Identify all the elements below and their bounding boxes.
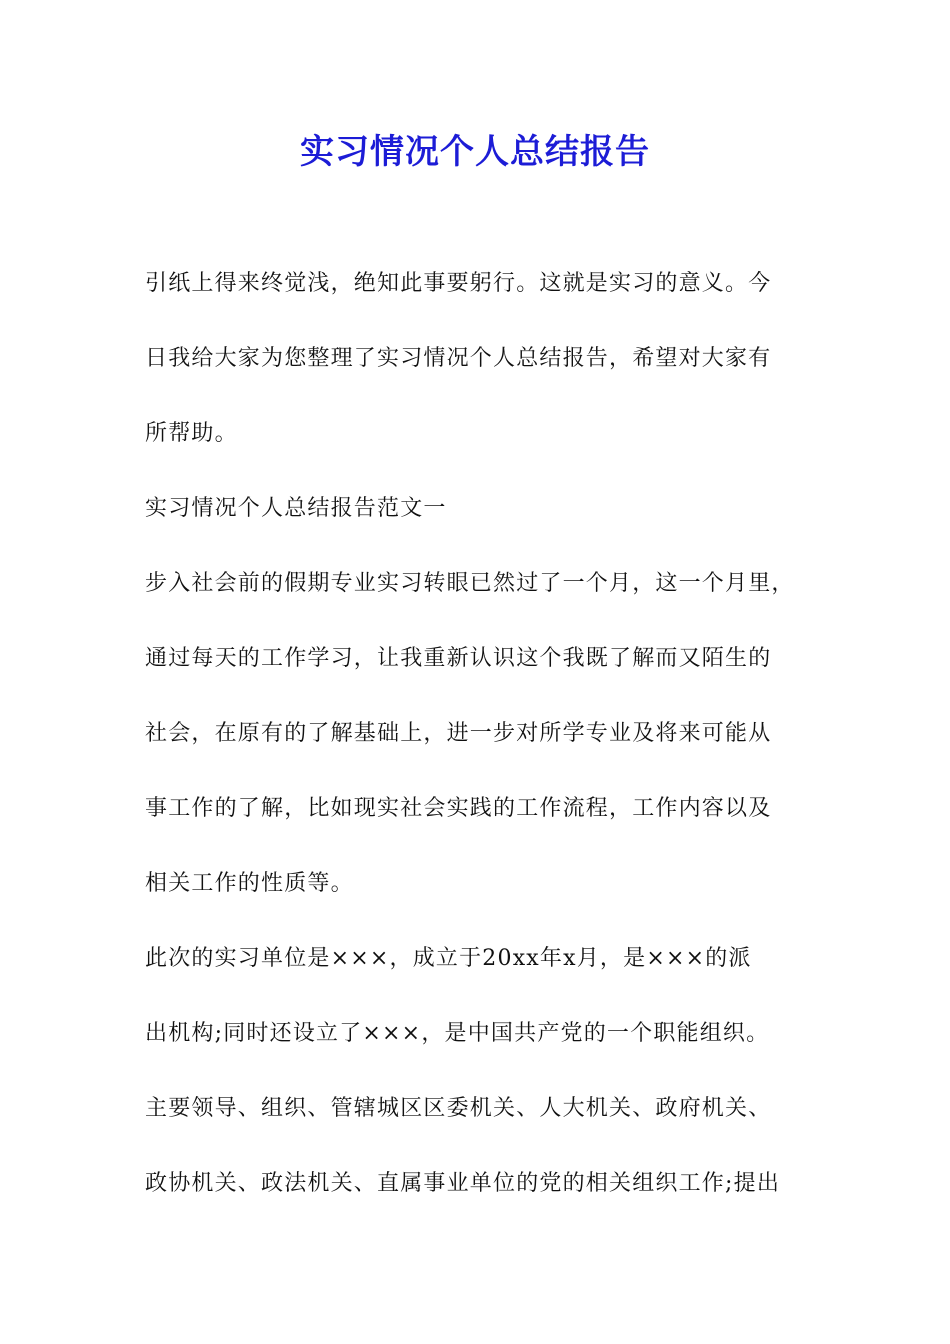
paragraph-line-7: 社会，在原有的了解基础上，进一步对所学专业及将来可能从: [145, 721, 772, 746]
paragraph-line-8: 事工作的了解，比如现实社会实践的工作流程，工作内容以及: [145, 796, 772, 821]
paragraph-line-5: 步入社会前的假期专业实习转眼已然过了一个月，这一个月里，: [145, 571, 795, 596]
paragraph-line-13: 政协机关、政法机关、直属事业单位的党的相关组织工作;提出: [145, 1171, 781, 1196]
paragraph-line-12: 主要领导、组织、管辖城区区委机关、人大机关、政府机关、: [145, 1096, 772, 1121]
paragraph-line-2: 日我给大家为您整理了实习情况个人总结报告，希望对大家有: [145, 346, 772, 371]
paragraph-line-6: 通过每天的工作学习，让我重新认识这个我既了解而又陌生的: [145, 646, 772, 671]
section-heading: 实习情况个人总结报告范文一: [145, 496, 447, 521]
paragraph-line-10: 此次的实习单位是×××，成立于20xx年x月，是×××的派: [145, 946, 752, 971]
paragraph-line-11: 出机构;同时还设立了×××，是中国共产党的一个职能组织。: [145, 1021, 770, 1046]
paragraph-line-9: 相关工作的性质等。: [145, 871, 354, 896]
document-title: 实习情况个人总结报告: [300, 132, 650, 172]
paragraph-line-1: 引纸上得来终觉浅，绝知此事要躬行。这就是实习的意义。今: [145, 271, 772, 296]
paragraph-line-3: 所帮助。: [145, 421, 238, 446]
